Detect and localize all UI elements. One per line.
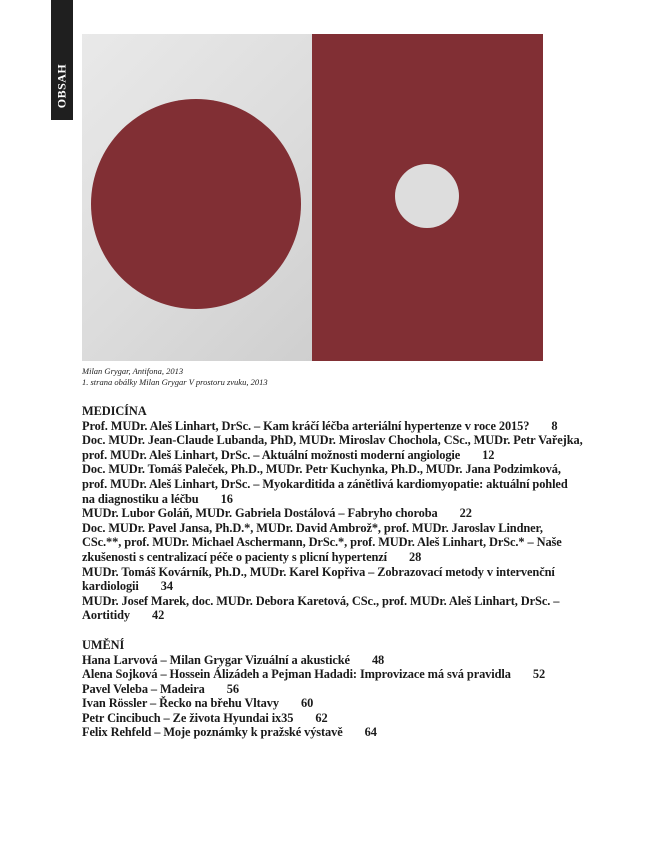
caption-line-2: 1. strana obálky Milan Grygar V prostoru zvuku, 2013 — [82, 376, 268, 387]
toc-line-text: Prof. MUDr. Aleš Linhart, DrSc. – Kam kráčí léčba arteriální hypertenze v roce 2015? — [82, 418, 530, 433]
toc-page-number: 8 — [551, 418, 558, 433]
toc-line[interactable] — [82, 608, 602, 623]
toc-line-text: Alena Sojková – Hossein Álizádeh a Pejman Hadadi: Improvizace má svá pravidla — [82, 667, 511, 682]
section-medicina — [82, 404, 602, 623]
toc-line-text: MUDr. Tomáš Kovárník, Ph.D., MUDr. Karel Kopřiva – Zobrazovací metody v intervenční — [82, 564, 555, 579]
toc-line[interactable] — [82, 433, 602, 448]
cover-artwork — [82, 34, 543, 361]
toc-line-text: kardiologii — [82, 579, 139, 594]
toc-line-text: Hana Larvová – Milan Grygar Vizuální a akustické — [82, 652, 350, 667]
toc-page-number: 12 — [482, 447, 495, 462]
section-tab — [51, 0, 73, 120]
toc-line[interactable] — [82, 667, 602, 682]
artwork-large-circle — [91, 99, 301, 309]
toc-line[interactable] — [82, 565, 602, 580]
artwork-small-circle — [395, 164, 459, 228]
toc-page-number: 16 — [220, 491, 233, 506]
artwork-caption — [82, 366, 268, 387]
toc-line-text: MUDr. Lubor Goláň, MUDr. Gabriela Dostálová – Fabryho choroba — [82, 506, 438, 521]
toc-line[interactable] — [82, 594, 602, 609]
toc-line-text: Doc. MUDr. Tomáš Paleček, Ph.D., MUDr. Petr Kuchynka, Ph.D., MUDr. Jana Podzimková, — [82, 462, 561, 477]
toc-line[interactable] — [82, 448, 602, 463]
caption-line-1: Milan Grygar, Antifona, 2013 — [82, 366, 184, 376]
toc-line-text: na diagnostiku a léčbu — [82, 491, 199, 506]
toc-line-text: Petr Cincibuch – Ze života Hyundai ix35 — [82, 710, 294, 725]
section-tab-label: OBSAH — [54, 63, 69, 109]
toc-line-text: zkušenosti s centralizací péče o pacienty s plicní hypertenzí — [82, 549, 388, 564]
section-umeni — [82, 638, 602, 740]
toc-line[interactable] — [82, 579, 602, 594]
toc-line-text: MUDr. Josef Marek, doc. MUDr. Debora Karetová, CSc., prof. MUDr. Aleš Linhart, DrSc. – — [82, 593, 560, 608]
toc-line-text: Aortitidy — [82, 608, 130, 623]
toc-line[interactable] — [82, 550, 602, 565]
toc-line-text: prof. MUDr. Aleš Linhart, DrSc. – Aktuální možnosti moderní angiologie — [82, 447, 461, 462]
toc-line-text: Felix Rehfeld – Moje poznámky k pražské výstavě — [82, 725, 343, 740]
toc-page-number: 62 — [315, 710, 328, 725]
toc-page-number: 64 — [364, 725, 377, 740]
toc-line-text: Doc. MUDr. Pavel Jansa, Ph.D.*, MUDr. David Ambrož*, prof. MUDr. Jaroslav Lindner, — [82, 520, 543, 535]
toc-line[interactable] — [82, 725, 602, 740]
toc-page-number: 28 — [409, 549, 422, 564]
toc-line[interactable] — [82, 696, 602, 711]
section-title: UMĚNÍ — [82, 637, 125, 652]
toc-line-text: Doc. MUDr. Jean-Claude Lubanda, PhD, MUDr. Miroslav Chochola, CSc., MUDr. Petr Vařejka, — [82, 433, 583, 448]
toc-line[interactable] — [82, 682, 602, 697]
toc-page-number: 48 — [371, 652, 385, 667]
table-of-contents — [82, 404, 602, 740]
toc-line-text: Ivan Rössler – Řecko na břehu Vltavy — [82, 696, 279, 711]
toc-page-number: 22 — [459, 506, 472, 521]
toc-line[interactable] — [82, 492, 602, 507]
toc-line[interactable] — [82, 419, 602, 434]
toc-line[interactable] — [82, 521, 602, 536]
toc-line[interactable] — [82, 711, 602, 726]
toc-line-text: CSc.**, prof. MUDr. Michael Aschermann, DrSc.*, prof. MUDr. Aleš Linhart, DrSc.* – Naše — [82, 535, 562, 550]
toc-line-text: prof. MUDr. Aleš Linhart, DrSc. – Myokarditida a zánětlivá kardiomyopatie: aktuální pohled — [82, 476, 568, 491]
toc-page-number: 60 — [300, 696, 314, 711]
artwork-right-panel — [312, 34, 543, 361]
toc-line[interactable] — [82, 535, 602, 550]
artwork-left-panel — [82, 34, 312, 361]
toc-line-text: Pavel Veleba – Madeira — [82, 681, 205, 696]
section-title: MEDICÍNA — [82, 404, 147, 418]
toc-line[interactable] — [82, 477, 602, 492]
toc-page-number: 34 — [160, 579, 173, 594]
toc-page-number: 56 — [226, 681, 239, 696]
toc-page-number: 42 — [151, 608, 165, 623]
toc-line[interactable] — [82, 653, 602, 668]
toc-line[interactable] — [82, 506, 602, 521]
toc-line[interactable] — [82, 462, 602, 477]
toc-page-number: 52 — [532, 667, 546, 682]
